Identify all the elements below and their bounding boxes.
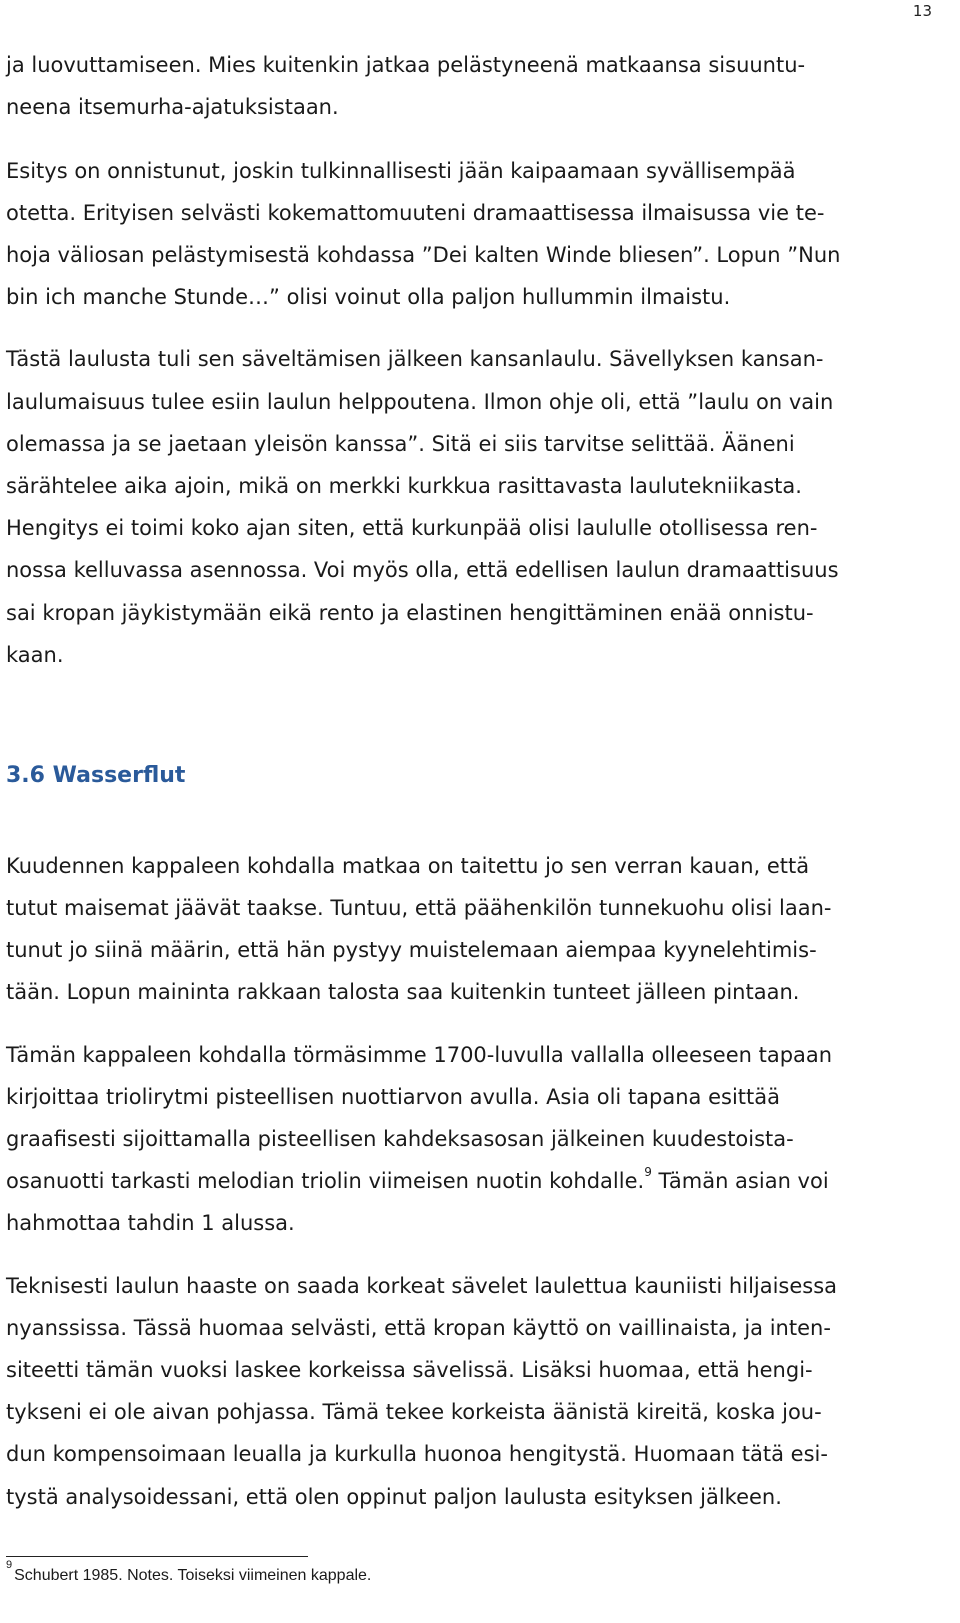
paragraph-4-line: tunut jo siinä määrin, että hän pystyy muistelemaan aiempaa kyynelehtimis-	[6, 938, 817, 962]
footnote-marker: 9	[6, 1558, 13, 1571]
paragraph-4-line: tutut maisemat jäävät taakse. Tuntuu, että päähenkilön tunnekuohu olisi laan-	[6, 896, 832, 920]
paragraph-3-line: laulumaisuus tulee esiin laulun helppoutena. Ilmon ohje oli, että ”laulu on vain	[6, 390, 834, 414]
footnote-text: Schubert 1985. Notes. Toiseksi viimeinen kappale.	[14, 1567, 372, 1584]
paragraph-3-line: särähtelee aika ajoin, mikä on merkki kurkkua rasittavasta laulutekniikasta.	[6, 474, 802, 498]
paragraph-5-line: kirjoittaa triolirytmi pisteellisen nuottiarvon avulla. Asia oli tapana esittää	[6, 1085, 780, 1109]
paragraph-4-line: tään. Lopun maininta rakkaan talosta saa kuitenkin tunteet jälleen pintaan.	[6, 980, 800, 1004]
paragraph-3-line: Hengitys ei toimi koko ajan siten, että kurkunpää olisi laululle otollisessa ren-	[6, 516, 818, 540]
paragraph-6-line: nyanssissa. Tässä huomaa selvästi, että kropan käyttö on vaillinaista, ja inten-	[6, 1316, 831, 1340]
footnote-reference[interactable]: 9	[644, 1165, 652, 1179]
paragraph-3-line: olemassa ja se jaetaan yleisön kanssa”. Sitä ei siis tarvitse selittää. Ääneni	[6, 432, 795, 456]
paragraph-3-line: sai kropan jäykistymään eikä rento ja elastinen hengittäminen enää onnistu-	[6, 601, 814, 625]
paragraph-5-line: hahmottaa tahdin 1 alussa.	[6, 1211, 295, 1235]
paragraph-2-line: hoja väliosan pelästymisestä kohdassa ”Dei kalten Winde bliesen”. Lopun ”Nun	[6, 243, 841, 267]
paragraph-1-line: neena itsemurha-ajatuksistaan.	[6, 95, 339, 119]
paragraph-5-text: osanuotti tarkasti melodian triolin viimeisen nuotin kohdalle.	[6, 1169, 645, 1193]
paragraph-5-line	[6, 1167, 829, 1195]
page-number: 13	[912, 2, 932, 20]
section-number: 3.6	[6, 763, 45, 788]
paragraph-6-line: tystä analysoidessani, että olen oppinut paljon laulusta esityksen jälkeen.	[6, 1485, 782, 1509]
paragraph-2-line: bin ich manche Stunde…” olisi voinut olla paljon hullummin ilmaistu.	[6, 285, 731, 309]
paragraph-2-line: Esitys on onnistunut, joskin tulkinnallisesti jään kaipaamaan syvällisempää	[6, 159, 796, 183]
footnote-divider	[6, 1556, 308, 1557]
paragraph-6-line: Teknisesti laulun haaste on saada korkeat sävelet laulettua kauniisti hiljaisessa	[6, 1274, 838, 1298]
paragraph-3-line: nossa kelluvassa asennossa. Voi myös olla, että edellisen laulun dramaattisuus	[6, 558, 839, 582]
paragraph-5-text: Tämän asian voi	[651, 1169, 829, 1193]
paragraph-1-line: ja luovuttamiseen. Mies kuitenkin jatkaa pelästyneenä matkaansa sisuuntu-	[6, 53, 806, 77]
section-heading	[6, 763, 185, 788]
paragraph-5-line: graafisesti sijoittamalla pisteellisen kahdeksasosan jälkeinen kuudestoista-	[6, 1127, 794, 1151]
paragraph-6-line: dun kompensoimaan leualla ja kurkulla huonoa hengitystä. Huomaan tätä esi-	[6, 1442, 828, 1466]
paragraph-2-line: otetta. Erityisen selvästi kokemattomuuteni dramaattisessa ilmaisussa vie te-	[6, 201, 825, 225]
footnote	[6, 1558, 372, 1585]
paragraph-3-line: kaan.	[6, 643, 64, 667]
paragraph-3-line: Tästä laulusta tuli sen säveltämisen jälkeen kansanlaulu. Sävellyksen kansan-	[6, 347, 824, 371]
paragraph-6-line: tykseni ei ole aivan pohjassa. Tämä tekee korkeista äänistä kireitä, koska jou-	[6, 1400, 822, 1424]
section-title: Wasserflut	[52, 763, 186, 788]
paragraph-5-line: Tämän kappaleen kohdalla törmäsimme 1700-luvulla vallalla olleeseen tapaan	[6, 1043, 833, 1067]
paragraph-4-line: Kuudennen kappaleen kohdalla matkaa on taitettu jo sen verran kauan, että	[6, 854, 810, 878]
paragraph-6-line: siteetti tämän vuoksi laskee korkeissa sävelissä. Lisäksi huomaa, että hengi-	[6, 1358, 813, 1382]
